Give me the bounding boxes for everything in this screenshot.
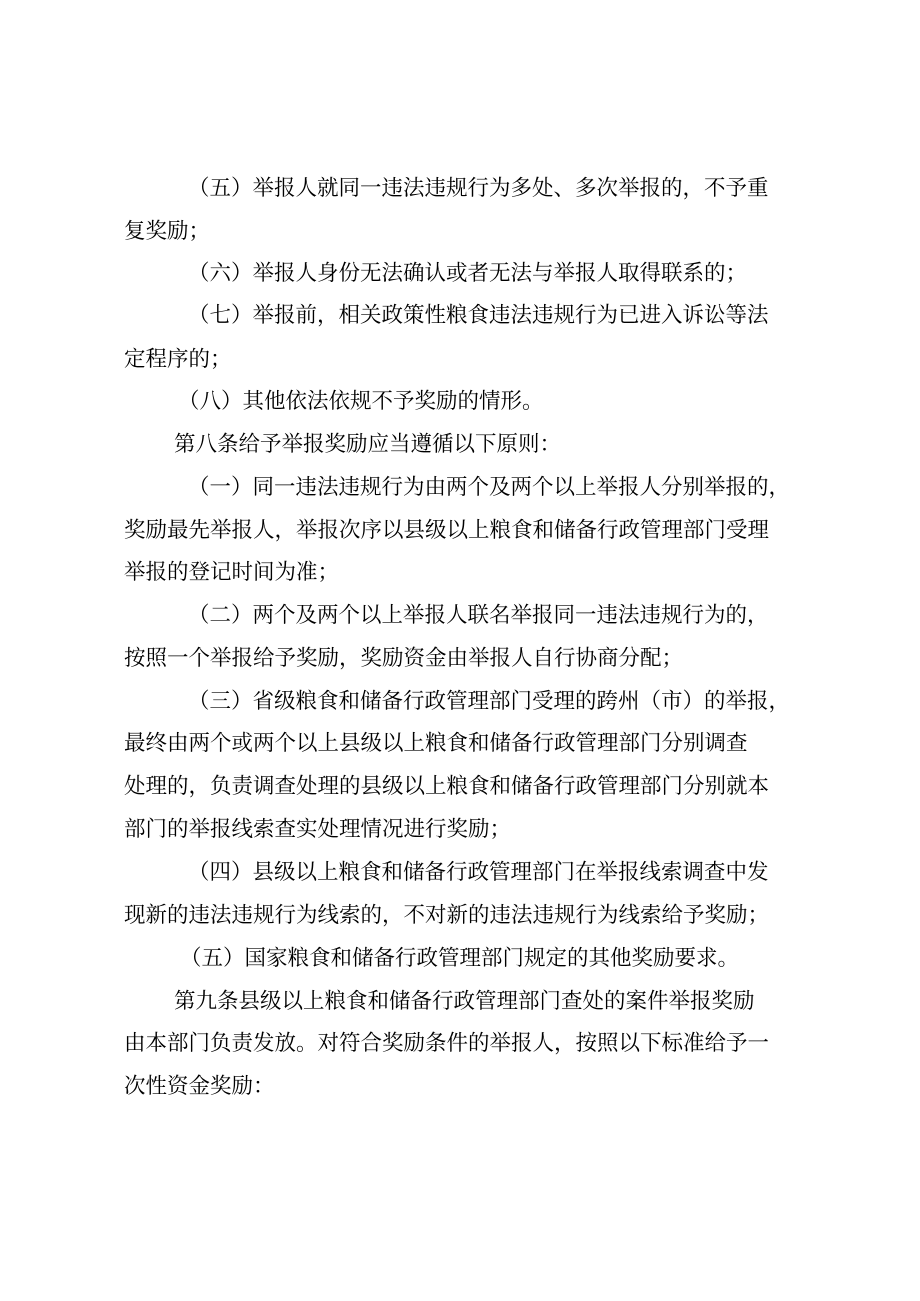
text-line: （五）国家粮食和储备行政管理部门规定的其他奖励要求。	[180, 946, 740, 971]
text-line: 定程序的；	[124, 347, 232, 372]
text-line: （一）同一违法违规行为由两个及两个以上举报人分别举报的，	[188, 475, 791, 500]
text-line: （三）省级粮食和储备行政管理部门受理的跨州（市）的举报，	[188, 689, 791, 714]
article-heading: 第九条县级以上粮食和储备行政管理部门查处的案件举报奖励	[174, 989, 755, 1014]
text-line: 举报的登记时间为准；	[124, 560, 340, 585]
text-line: 处理的，负责调查处理的县级以上粮食和储备行政管理部门分别就本	[124, 774, 770, 799]
text-line: （四）县级以上粮食和储备行政管理部门在举报线索调查中发	[188, 860, 769, 885]
text-line: 奖励最先举报人，举报次序以县级以上粮食和储备行政管理部门受理	[124, 518, 770, 543]
article-heading: 第八条给予举报奖励应当遵循以下原则：	[174, 432, 562, 457]
text-line: 部门的举报线索查实处理情况进行奖励；	[124, 817, 512, 842]
text-line: 次性资金奖励：	[124, 1074, 275, 1099]
text-line: 按照一个举报给予奖励，奖励资金由举报人自行协商分配；	[124, 646, 684, 671]
text-line: 复奖励；	[124, 219, 211, 244]
text-line: （七）举报前，相关政策性粮食违法违规行为已进入诉讼等法	[188, 303, 769, 328]
text-line: 由本部门负责发放。对符合奖励条件的举报人，按照以下标准给予一	[124, 1031, 770, 1056]
text-line: 最终由两个或两个以上县级以上粮食和储备行政管理部门分别调查	[124, 731, 748, 756]
text-line: （二）两个及两个以上举报人联名举报同一违法违规行为的，	[188, 603, 769, 628]
text-line: （六）举报人身份无法确认或者无法与举报人取得联系的；	[188, 261, 748, 286]
text-line: 现新的违法违规行为线索的，不对新的违法违规行为线索给予奖励；	[124, 903, 770, 928]
text-line: （五）举报人就同一违法违规行为多处、多次举报的，不予重	[188, 176, 769, 201]
text-line: （八）其他依法依规不予奖励的情形。	[178, 389, 544, 414]
